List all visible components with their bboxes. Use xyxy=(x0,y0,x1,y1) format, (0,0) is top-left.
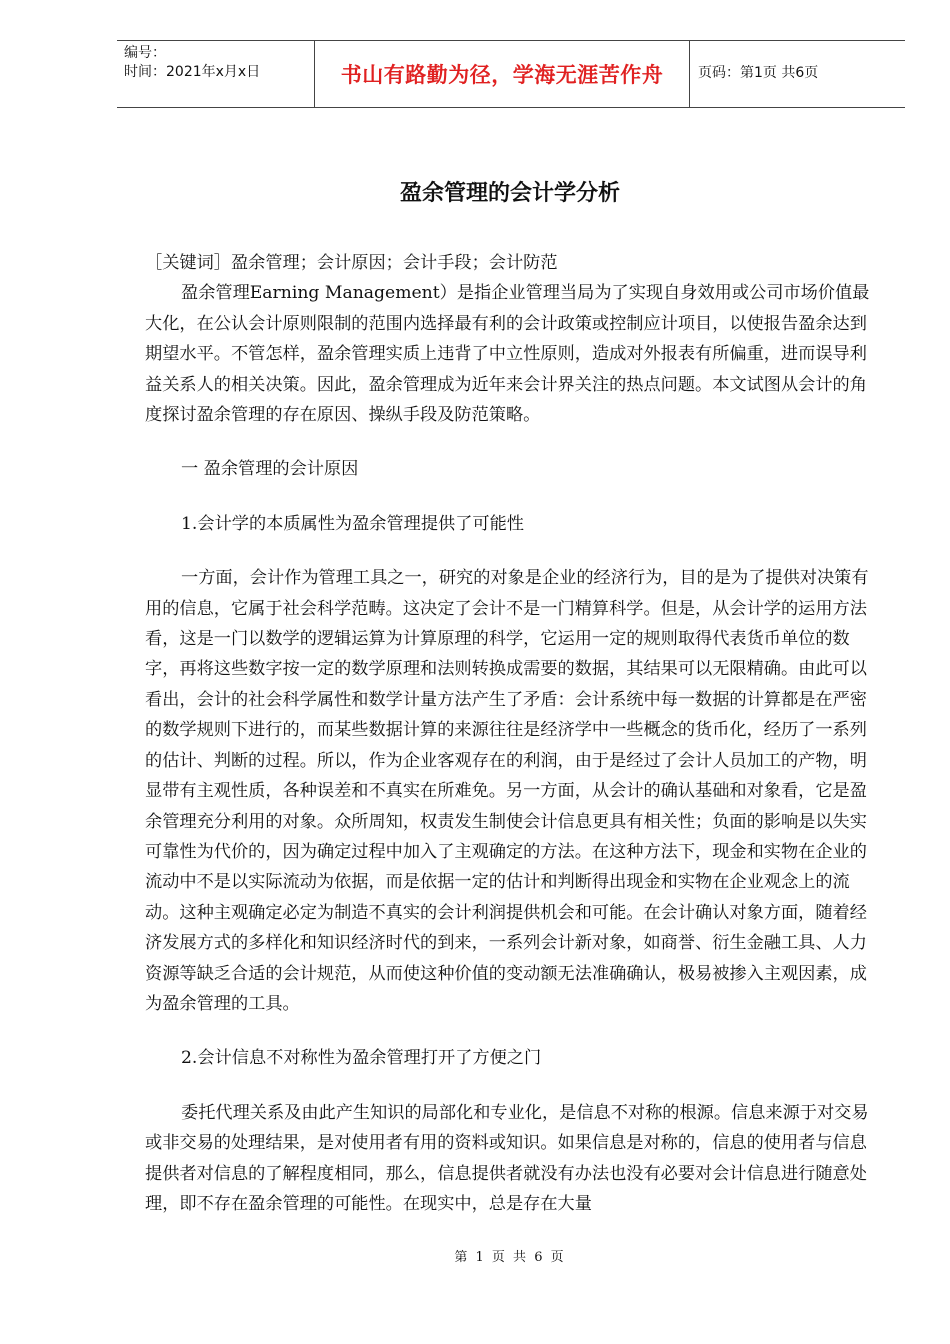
document-number-label: 编号： xyxy=(124,45,166,61)
subsection-heading-2: 2.会计信息不对称性为盈余管理打开了方便之门 xyxy=(181,1048,542,1069)
header-left-cell xyxy=(117,41,315,107)
intro-paragraph: 盈余管理Earning Management）是指企业管理当局为了实现自身效用或公司市场价值最大化，在公认会计原则限制的范围内选择最有利的会计政策或控制应计项目，以使报告盈余达到期望水平。不管怎样，盈余管理实质上违背了中立性原则，造成对外报表有所偏重，进而误导利益关系人的相关决策。因此，盈余管理成为近年来会计界关注的热点问题。本文试图从会计的角度探讨盈余管理的存在原因、操纵手段及防范策略。 xyxy=(145,283,870,426)
body-paragraph-1: 一方面，会计作为管理工具之一，研究的对象是企业的经济行为，目的是为了提供对决策有用的信息，它属于社会科学范畴。这决定了会计不是一门精算科学。但是，从会计学的运用方法看，这是一门以数学的逻辑运算为计算原理的科学，它运用一定的规则取得代表货币单位的数字，再将这些数字按一定的数学原理和法则转换成需要的数据，其结果可以无限精确。由此可以看出，会计的社会科学属性和数学计量方法产生了矛盾：会计系统中每一数据的计算都是在严密的数学规则下进行的，而某些数据计算的来源往往是经济学中一些概念的货币化，经历了一系列的估计、判断的过程。所以，作为企业客观存在的利润，由于是经过了会计人员加工的产物，明显带有主观性质，各种误差和不真实在所难免。另一方面，从会计的确认基础和对象看，它是盈余管理充分利用的对象。众所周知，权责发生制使会计信息更具有相关性；负面的影响是以失实可靠性为代价的，因为确定过程中加入了主观确定的方法。在这种方法下，现金和实物在企业的流动中不是以实际流动为依据，而是依据一定的估计和判断得出现金和实物在企业观念上的流动。这种主观确定必定为制造不真实的会计利润提供机会和可能。在会计确认对象方面，随着经济发展方式的多样化和知识经济时代的到来，一系列会计新对象，如商誉、衍生金融工具、人力资源等缺乏合适的会计规范，从而使这种价值的变动额无法准确确认，极易被掺入主观因素，成为盈余管理的工具。 xyxy=(145,568,869,1014)
document-body xyxy=(145,248,873,1219)
document-time-label: 时间：2021年x月x日 xyxy=(124,64,261,80)
header-page-info: 页码：第1页 共6页 xyxy=(698,65,819,81)
header-motto: 书山有路勤为径，学海无涯苦作舟 xyxy=(315,41,690,107)
document-title: 盈余管理的会计学分析 xyxy=(399,181,620,206)
section-heading-1: 一 盈余管理的会计原因 xyxy=(181,459,359,480)
body-paragraph-2: 委托代理关系及由此产生知识的局部化和专业化，是信息不对称的根源。信息来源于对交易或非交易的处理结果，是对使用者有用的资料或知识。如果信息是对称的，信息的使用者与信息提供者对信息的了解程度相同，那么，信息提供者就没有办法也没有必要对会计信息进行随意处理，即不存在盈余管理的可能性。在现实中，总是存在大量 xyxy=(145,1102,869,1214)
keywords-paragraph: ［关键词］盈余管理；会计原因；会计手段；会计防范 xyxy=(145,253,558,273)
header-table xyxy=(117,40,905,108)
subsection-heading-1: 1.会计学的本质属性为盈余管理提供了可能性 xyxy=(181,513,524,534)
page-footer: 第 1 页 共 6 页 xyxy=(454,1250,566,1265)
